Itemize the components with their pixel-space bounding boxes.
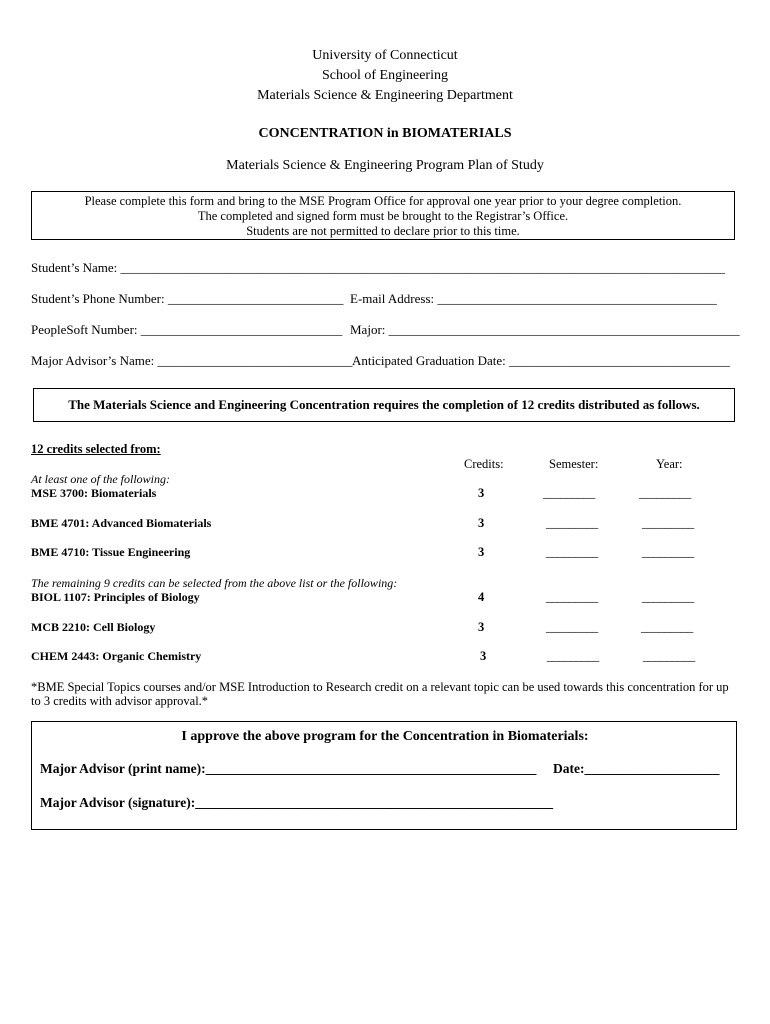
- course-credits: 3: [478, 545, 485, 559]
- year-blank[interactable]: _________: [642, 545, 694, 559]
- form-title: CONCENTRATION in BIOMATERIALS: [258, 126, 512, 141]
- approval-title: I approve the above program for the Concentration in Biomaterials:: [181, 729, 589, 744]
- semester-blank[interactable]: _________: [543, 486, 595, 500]
- major-field[interactable]: Major: ______________________________________________________: [350, 322, 740, 337]
- footnote-line-2: to 3 credits with advisor approval.*: [31, 694, 209, 708]
- requirement-box: The Materials Science and Engineering Concentration requires the completion of 12 credits distributed as follows.: [33, 388, 735, 422]
- group2-note: The remaining 9 credits can be selected from the above list or the following:: [31, 576, 398, 590]
- course-name: CHEM 2443: Organic Chemistry: [31, 649, 202, 663]
- footnote-line-1: *BME Special Topics courses and/or MSE Introduction to Research credit on a relevant topic can be used towards this concentration for up: [31, 680, 729, 694]
- course-credits: 3: [478, 516, 485, 530]
- advisor-print-name-field[interactable]: Major Advisor (print name):_________________________________________________: [40, 761, 537, 776]
- graduation-date-field[interactable]: Anticipated Graduation Date: __________________________________: [352, 353, 731, 368]
- year-blank[interactable]: _________: [641, 620, 693, 634]
- instructions-line-3: Students are not permitted to declare prior to this time.: [246, 224, 520, 238]
- year-column-header: Year:: [656, 457, 683, 471]
- department-name: Materials Science & Engineering Department: [257, 88, 513, 103]
- course-name: BME 4701: Advanced Biomaterials: [31, 516, 212, 530]
- instructions-box: [31, 191, 735, 240]
- course-credits: 3: [478, 486, 485, 500]
- advisor-signature-field[interactable]: Major Advisor (signature):_____________________________________________________: [40, 795, 553, 810]
- semester-blank[interactable]: _________: [546, 620, 598, 634]
- semester-column-header: Semester:: [549, 457, 599, 471]
- school-name: School of Engineering: [322, 68, 448, 83]
- year-blank[interactable]: _________: [642, 590, 694, 604]
- group1-note: At least one of the following:: [31, 472, 170, 486]
- semester-blank[interactable]: _________: [546, 516, 598, 530]
- advisor-name-field[interactable]: Major Advisor’s Name: ______________________________: [31, 353, 353, 368]
- course-name: BME 4710: Tissue Engineering: [31, 545, 191, 559]
- course-credits: 3: [478, 620, 485, 634]
- approval-date-field[interactable]: Date:____________________: [553, 761, 720, 776]
- course-name: MSE 3700: Biomaterials: [31, 486, 157, 500]
- instructions-line-1: Please complete this form and bring to the MSE Program Office for approval one year prior to your degree completion.: [84, 194, 682, 208]
- year-blank[interactable]: _________: [643, 649, 695, 663]
- peoplesoft-number-field[interactable]: PeopleSoft Number: _______________________________: [31, 322, 343, 337]
- instructions-line-2: The completed and signed form must be brought to the Registrar’s Office.: [197, 209, 569, 223]
- course-credits: 3: [480, 649, 487, 663]
- student-name-field[interactable]: Student’s Name: _____________________________________________________________________________________________: [31, 260, 726, 275]
- email-field[interactable]: E-mail Address: ___________________________________________: [350, 291, 717, 306]
- course-credits: 4: [478, 590, 485, 604]
- university-name: University of Connecticut: [312, 48, 458, 63]
- form-subtitle: Materials Science & Engineering Program Plan of Study: [226, 158, 544, 173]
- credits-column-header: Credits:: [464, 457, 504, 471]
- course-name: BIOL 1107: Principles of Biology: [31, 590, 200, 604]
- year-blank[interactable]: _________: [639, 486, 691, 500]
- course-name: MCB 2210: Cell Biology: [31, 620, 156, 634]
- year-blank[interactable]: _________: [642, 516, 694, 530]
- student-phone-field[interactable]: Student’s Phone Number: ___________________________: [31, 291, 344, 306]
- semester-blank[interactable]: _________: [546, 590, 598, 604]
- semester-blank[interactable]: _________: [546, 545, 598, 559]
- credits-heading: 12 credits selected from:: [31, 442, 161, 456]
- semester-blank[interactable]: _________: [547, 649, 599, 663]
